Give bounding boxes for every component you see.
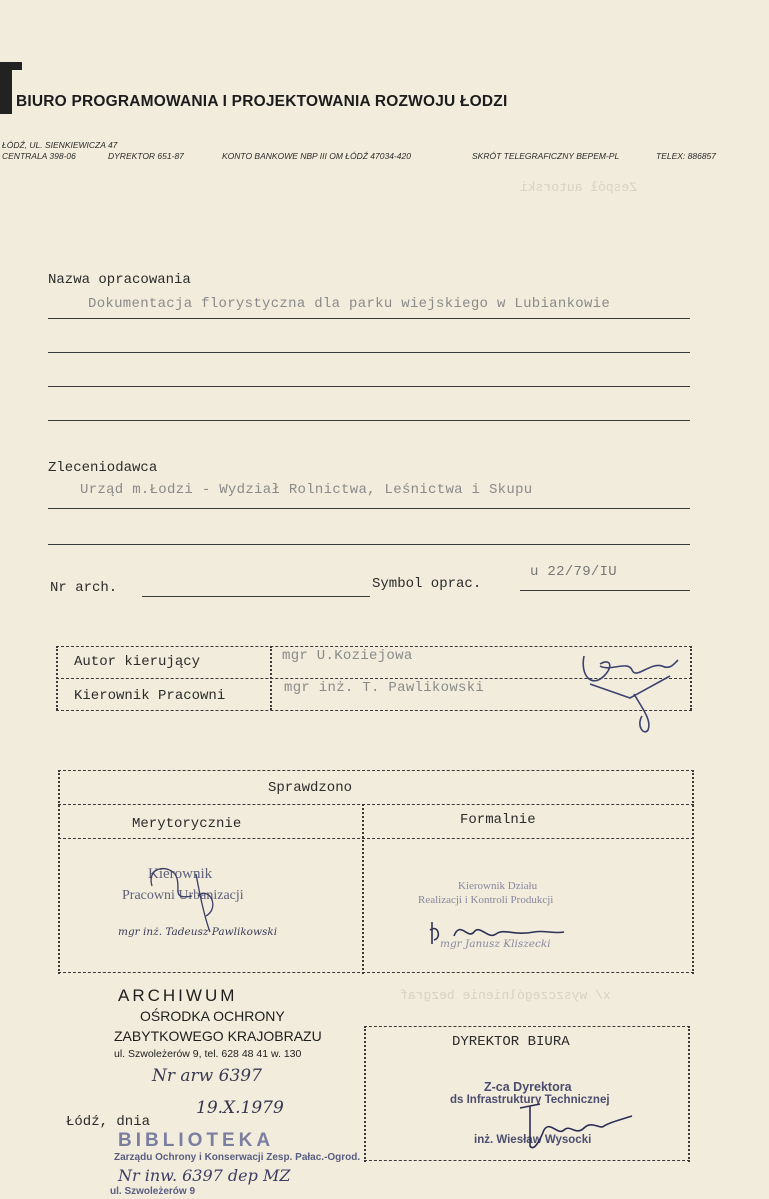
nr-arch-line [142, 596, 370, 597]
archive-line3: ZABYTKOWEGO KRAJOBRAZU [114, 1028, 322, 1044]
form-line [48, 386, 690, 387]
check-box-top [58, 770, 694, 771]
director-stamp-name: inż. Wiesław Wysocki [474, 1134, 592, 1146]
signature-icon [140, 856, 280, 936]
ghost-text: x/ wyszczególnienie bezgraf [400, 988, 611, 1003]
ghost-text: Zespół autorski [520, 180, 638, 195]
authors-box-divider [270, 646, 272, 710]
stamp-left-name: mgr inż. Tadeusz Pawlikowski [118, 926, 278, 938]
stamp-left-title: Kierownik [148, 866, 213, 882]
signature-icon [570, 636, 690, 736]
biblioteka-inventory: Nr inw. 6397 dep MZ [118, 1166, 291, 1185]
director-box-bottom [364, 1160, 690, 1161]
biblioteka-line: Zarządu Ochrony i Konserwacji Zesp. Pałac.-Ogrod. [114, 1152, 361, 1163]
logo-mark [0, 62, 12, 114]
telegraph-code: SKRÓT TELEGRAFICZNY BEPEM-PL [472, 151, 620, 161]
address-text: ŁÓDŹ, UL. SIENKIEWICZA 47 [2, 140, 118, 150]
director-stamp-dept: ds Infrastruktury Technicznej [450, 1094, 610, 1106]
kierownik-value: mgr inż. T. Pawlikowski [284, 680, 485, 696]
nazwa-label: Nazwa opracowania [48, 272, 191, 288]
kierownik-label: Kierownik Pracowni [74, 688, 226, 704]
archive-address: ul. Szwoleżerów 9, tel. 628 48 41 w. 130 [114, 1048, 302, 1060]
stamp-left-dept: Pracowni Urbanizacji [122, 888, 244, 903]
archive-inventory-number: Nr arw 6397 [152, 1066, 262, 1086]
check-box-left [58, 770, 60, 974]
nr-arch-label: Nr arch. [50, 580, 118, 596]
zleceniodawca-label: Zleceniodawca [48, 460, 158, 476]
nazwa-value: Dokumentacja florystyczna dla parku wiejskiego w Lubiankowie [88, 296, 611, 312]
sprawdzono-title: Sprawdzono [268, 780, 353, 796]
telex-number: TELEX: 886857 [656, 151, 717, 161]
signature-icon [424, 910, 584, 950]
form-line [48, 352, 690, 353]
form-line [48, 544, 690, 545]
director-box-top [364, 1026, 690, 1027]
archive-line2: OŚRODKA OCHRONY [140, 1008, 285, 1024]
biblioteka-stamp: BIBLIOTEKA [118, 1130, 275, 1151]
letterhead-title: BIURO PROGRAMOWANIA I PROJEKTOWANIA ROZWOJU ŁODZI [16, 93, 508, 110]
form-line [48, 508, 690, 509]
form-line [48, 318, 690, 319]
autor-label: Autor kierujący [74, 654, 201, 670]
director-label: DYREKTOR BIURA [452, 1034, 570, 1050]
archive-title: ARCHIWUM [118, 986, 238, 1005]
check-box-bottom [58, 972, 694, 973]
symbol-label: Symbol oprac. [372, 576, 482, 592]
symbol-line [520, 590, 690, 591]
biblioteka-address: ul. Szwoleżerów 9 [110, 1186, 196, 1197]
stamp-right-title: Kierownik Działu [458, 880, 538, 892]
check-box-line [58, 838, 694, 839]
check-box-line [58, 804, 694, 805]
signature-icon [500, 1090, 660, 1160]
stamp-right-name: mgr Janusz Kliszecki [440, 938, 551, 950]
director-box-right [688, 1026, 690, 1162]
director-stamp-title: Z-ca Dyrektora [484, 1080, 572, 1094]
lodz-label: Łódź, dnia [66, 1114, 151, 1130]
centrala-text: CENTRALA 398-06 [2, 151, 76, 161]
symbol-value: u 22/79/IU [530, 564, 618, 580]
autor-value: mgr U.Koziejowa [282, 648, 413, 664]
check-box-right [692, 770, 694, 974]
bank-account: KONTO BANKOWE NBP III OM ŁÓDŹ 47034-420 [222, 151, 411, 161]
form-line [48, 420, 690, 421]
authors-box-right [690, 646, 692, 710]
date-value: 19.X.1979 [196, 1098, 284, 1118]
check-box-divider [362, 804, 364, 974]
merytorycznie-label: Merytorycznie [132, 816, 242, 832]
dyrektor-phone: DYREKTOR 651-87 [108, 151, 184, 161]
zleceniodawca-value: Urząd m.Łodzi - Wydział Rolnictwa, Leśnictwa i Skupu [80, 482, 533, 498]
authors-box-left [56, 646, 58, 710]
stamp-right-dept: Realizacji i Kontroli Produkcji [418, 894, 554, 906]
director-box-left [364, 1026, 366, 1162]
formalnie-label: Formalnie [460, 812, 536, 828]
